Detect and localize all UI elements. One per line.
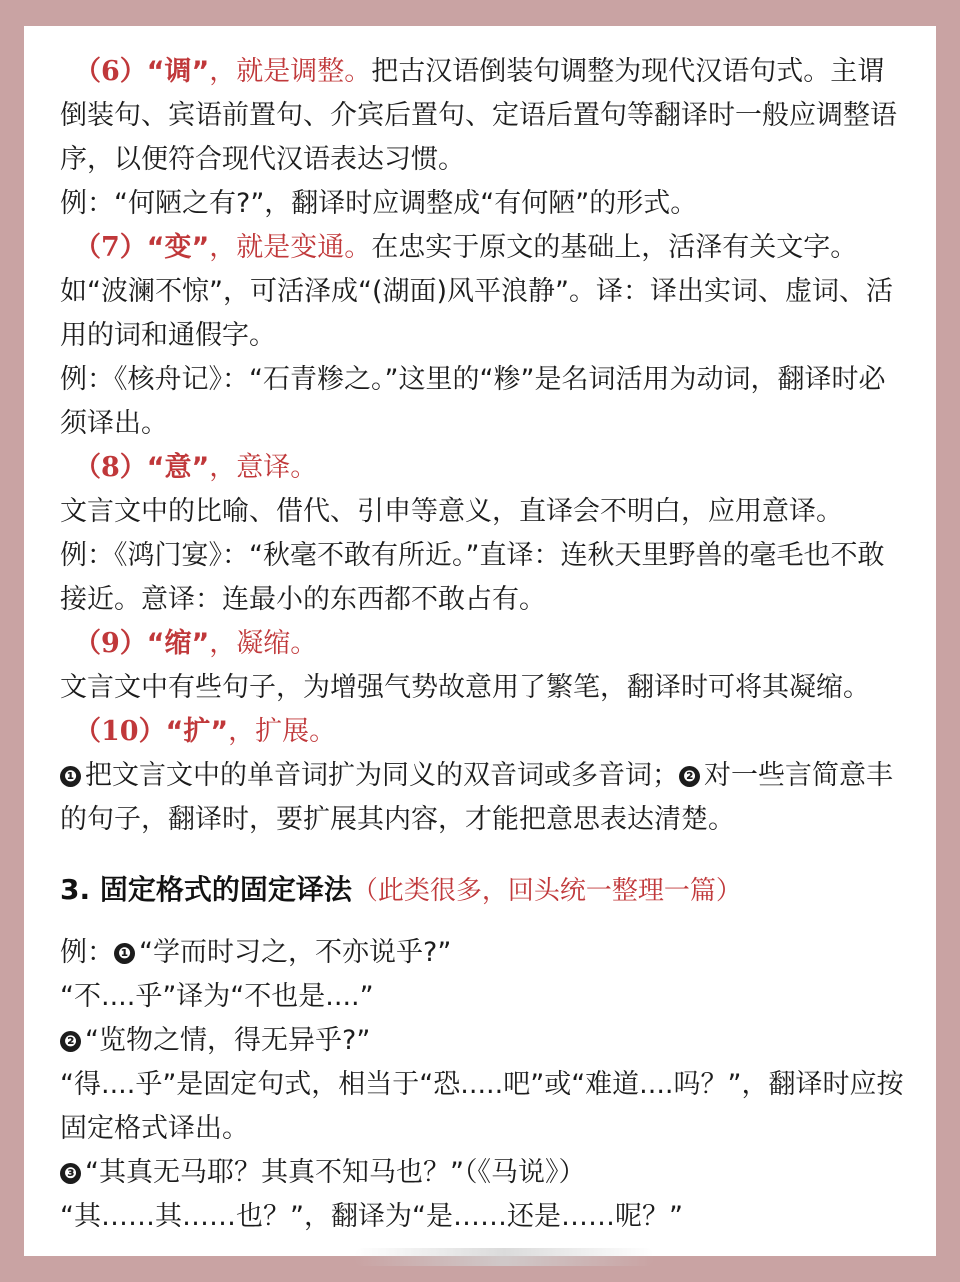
- example-1: [60, 931, 910, 975]
- section-3-heading: [60, 868, 910, 913]
- item-7-text: 在忠实于原文的基础上，活泽有关文字。如“波澜不惊”，可活泽成“(湖面)风平浪静”。译：译出实词、虚词、活用的词和通假字。: [60, 232, 894, 351]
- item-6-term: “调”: [146, 56, 210, 87]
- example-1-text: “学而时习之，不亦说乎?”: [139, 937, 452, 968]
- watermark: [354, 1248, 654, 1266]
- item-8-text: 文言文中的比喻、借代、引申等意义，直译会不明白，应用意译。: [60, 496, 843, 527]
- item-8-number: （8）: [74, 452, 147, 483]
- item-7-example: 例：《核舟记》：“石青糁之。”这里的“糁”是名词活用为动词，翻译时必须译出。: [60, 364, 886, 439]
- example-3: [60, 1151, 910, 1195]
- item-10-point-1: 把文言文中的单音词扩为同义的双音词或多音词；: [85, 760, 679, 791]
- item-10-point-2: 对一些言简意丰的句子，翻译时，要扩展其内容，才能把意思表达清楚。: [60, 760, 893, 835]
- example-2: [60, 1019, 910, 1063]
- item-10-term: “扩”: [165, 716, 229, 747]
- example-prefix: 例：: [60, 937, 114, 968]
- item-9-term-desc: ，凝缩。: [209, 628, 318, 659]
- item-10-heading: [60, 710, 910, 754]
- item-8-heading: [60, 446, 910, 490]
- bullet-3-icon: ❸: [60, 1163, 81, 1184]
- item-9-term: “缩”: [146, 628, 210, 659]
- item-9-text: 文言文中有些句子，为增强气势故意用了繁笔，翻译时可将其凝缩。: [60, 672, 870, 703]
- bullet-2-icon: ❷: [60, 1031, 81, 1052]
- example-1-explanation: “不....乎”译为“不也是....”: [60, 981, 374, 1012]
- document-content: [60, 50, 910, 1239]
- item-6-paragraph: [60, 50, 910, 182]
- item-6-term-desc: ，就是调整。: [209, 56, 372, 87]
- item-8-term-desc: ，意译。: [209, 452, 318, 483]
- document-page: [24, 26, 936, 1256]
- item-7-term: “变”: [146, 232, 210, 263]
- example-2-text: “览物之情，得无异乎?”: [85, 1025, 371, 1056]
- item-8-term: “意”: [146, 452, 210, 483]
- item-6-text: 把古汉语倒装句调整为现代汉语句式。主谓倒装句、宾语前置句、介宾后置句、定语后置句等翻译时一般应调整语序，以便符合现代汉语表达习惯。: [60, 56, 897, 175]
- item-7-paragraph: [60, 226, 910, 358]
- item-10-number: （10）: [74, 716, 166, 747]
- example-2-explanation: “得....乎”是固定句式，相当于“恐.....吧”或“难道....吗？”，翻译时应按固定格式译出。: [60, 1069, 904, 1144]
- bullet-1-icon: ❶: [60, 766, 81, 787]
- example-3-text: “其真无马耶？其真不知马也？”（《马说》）: [85, 1157, 586, 1188]
- item-6-example: 例：“何陋之有?”，翻译时应调整成“有何陋”的形式。: [60, 188, 698, 219]
- example-3-explanation: “其……其……也？”，翻译为“是……还是……呢？”: [60, 1201, 683, 1232]
- item-9-number: （9）: [74, 628, 147, 659]
- section-3-note: （此类很多，回头统一整理一篇）: [351, 876, 742, 906]
- item-10-term-desc: ，扩展。: [228, 716, 337, 747]
- section-3-title: 3. 固定格式的固定译法: [60, 873, 352, 906]
- item-8-example: 例：《鸿门宴》：“秋毫不敢有所近。”直译：连秋天里野兽的毫毛也不敢接近。意译：连最小的东西都不敢占有。: [60, 540, 885, 615]
- item-9-heading: [60, 622, 910, 666]
- item-10-text: [60, 754, 910, 842]
- item-7-heading: [60, 232, 371, 263]
- bullet-2-icon: ❷: [679, 766, 700, 787]
- item-7-term-desc: ，就是变通。: [209, 232, 372, 263]
- item-6-number: （6）: [74, 56, 147, 87]
- bullet-1-icon: ❶: [114, 943, 135, 964]
- item-6-heading: [60, 56, 371, 87]
- item-7-number: （7）: [74, 232, 147, 263]
